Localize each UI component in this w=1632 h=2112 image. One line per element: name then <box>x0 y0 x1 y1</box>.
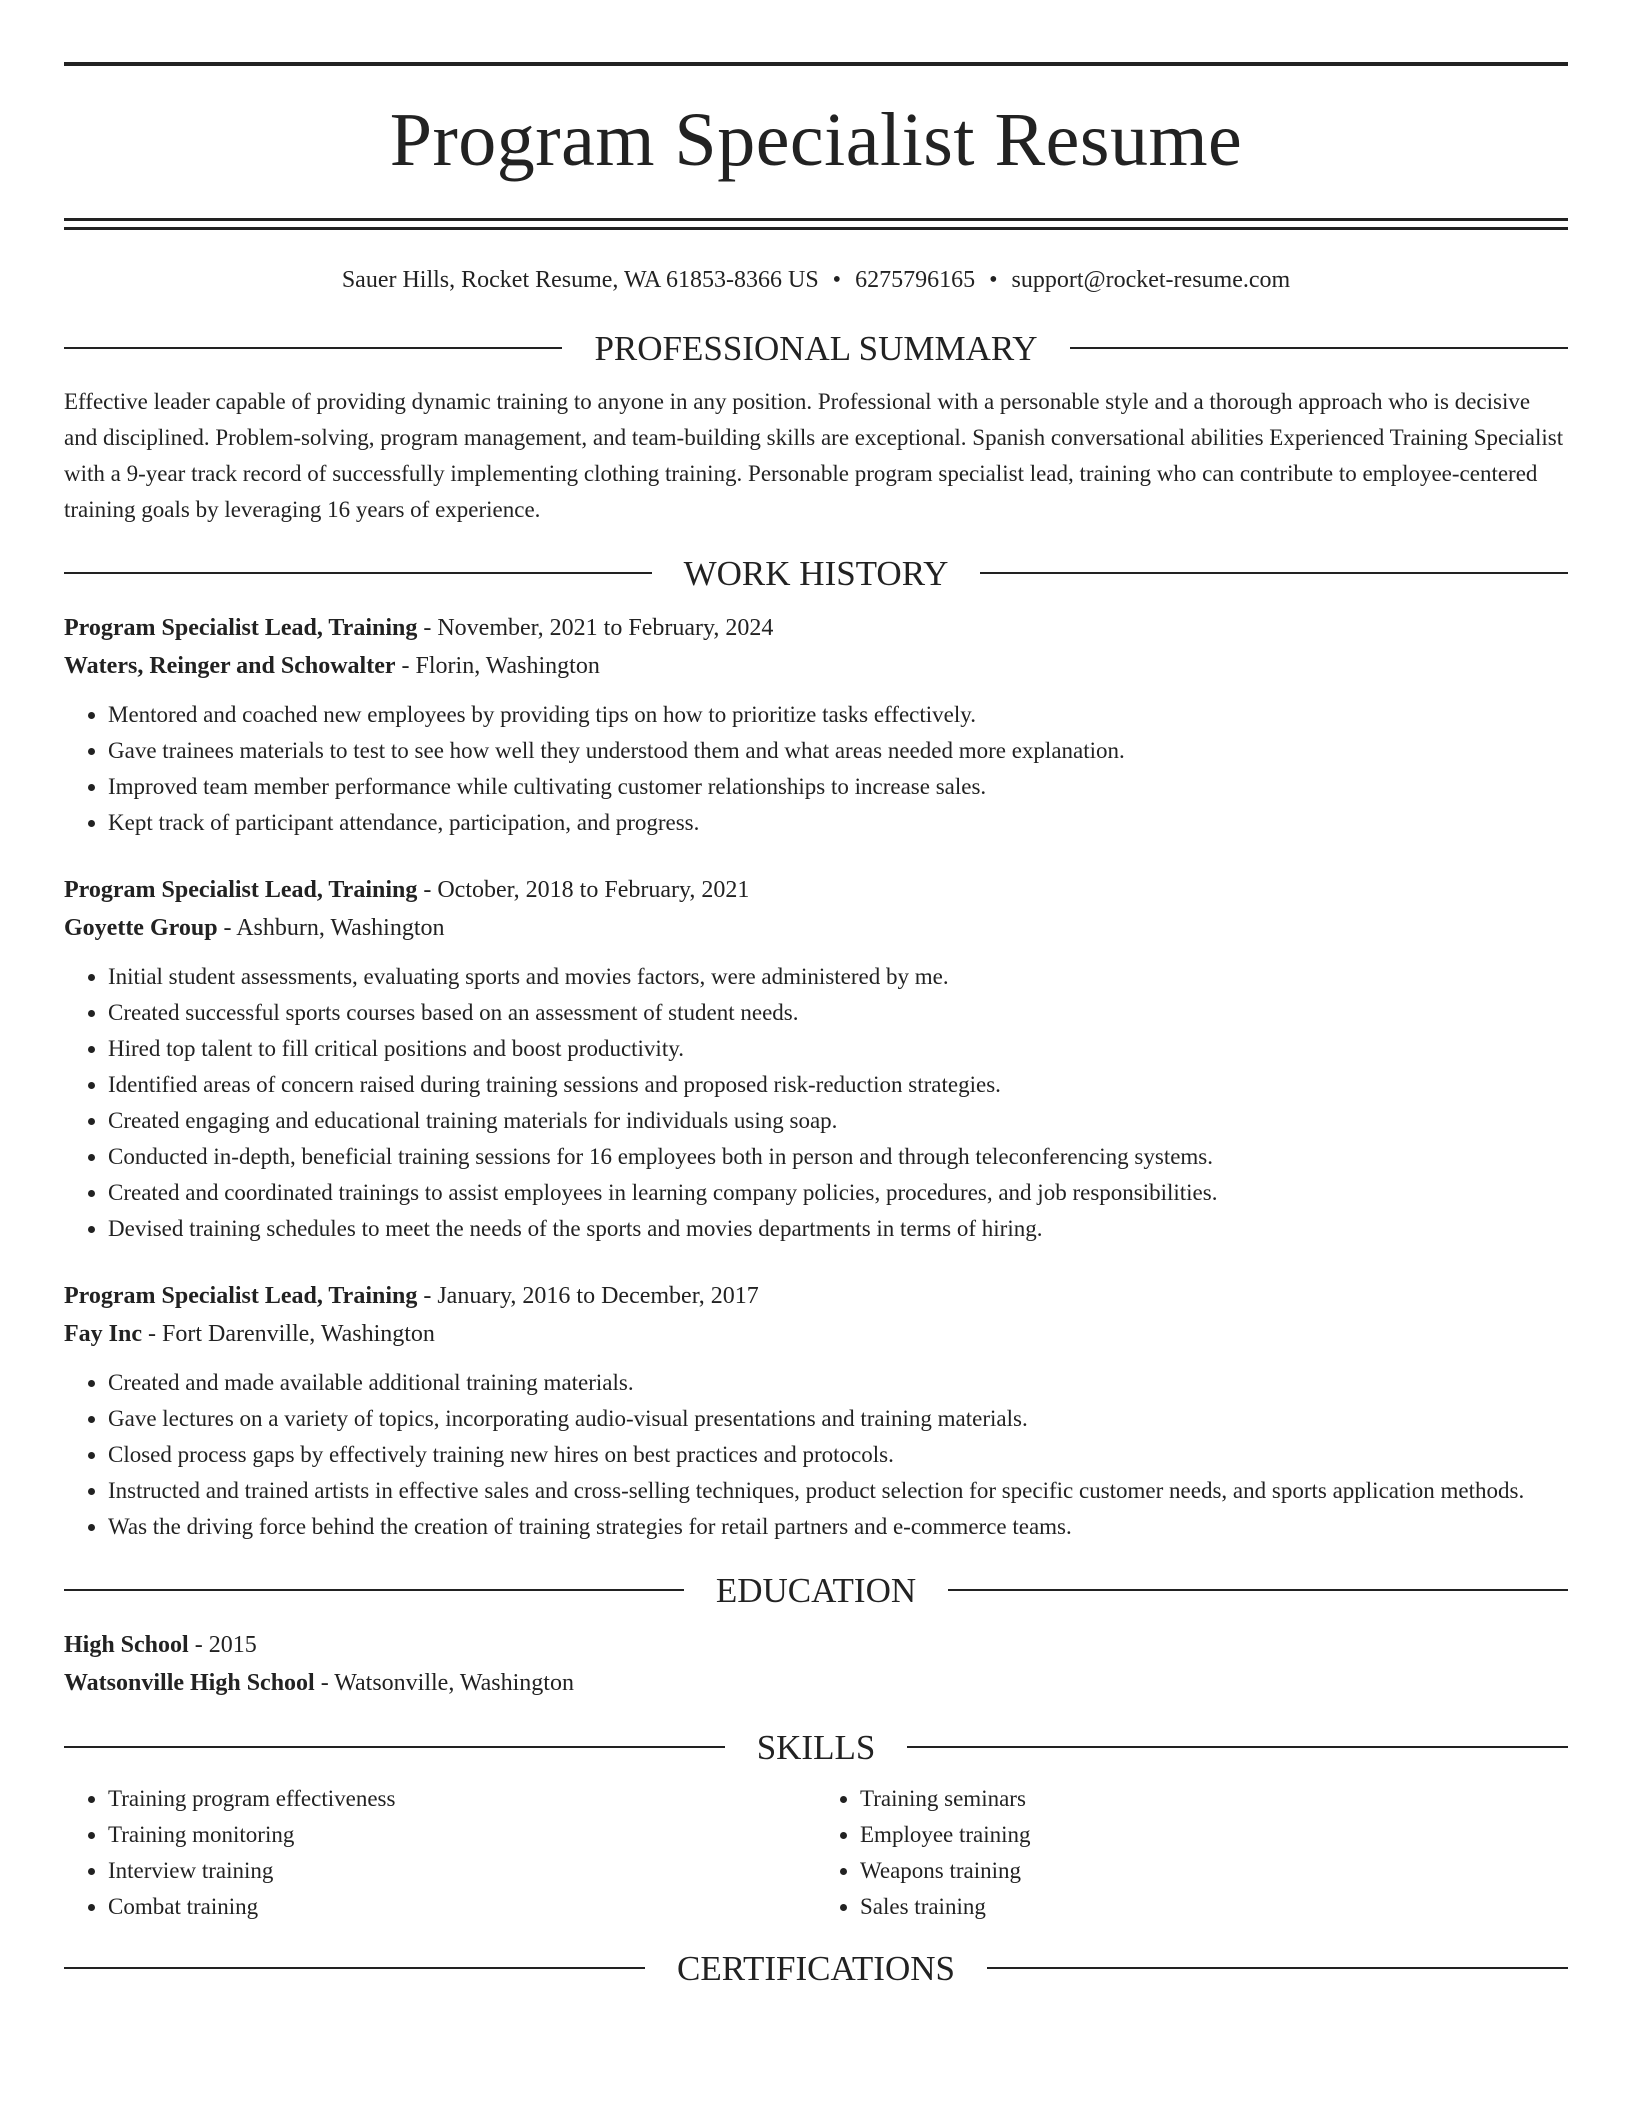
job-bullets <box>64 1365 1568 1545</box>
list-item: • Devised training schedules to meet the needs of the sports and movies departments in terms of hiring. <box>108 1211 1568 1247</box>
list-item: • Identified areas of concern raised during training sessions and proposed risk-reduction strategies. <box>108 1067 1568 1103</box>
job-entry <box>64 1277 1568 1545</box>
list-item: • Kept track of participant attendance, participation, and progress. <box>108 805 1568 841</box>
education-degree: High School <box>64 1631 189 1658</box>
skill-item: • Sales training <box>860 1889 1568 1925</box>
job-dates: - January, 2016 to December, 2017 <box>417 1282 759 1309</box>
contact-phone: 6275796165 <box>855 267 976 293</box>
skills-column-right <box>816 1781 1568 1925</box>
list-item: • Created engaging and educational training materials for individuals using soap. <box>108 1103 1568 1139</box>
section-title: PROFESSIONAL SUMMARY <box>594 328 1038 368</box>
job-title: Program Specialist Lead, Training <box>64 1282 418 1309</box>
section-title: CERTIFICATIONS <box>677 1948 955 1988</box>
list-item: • Hired top talent to fill critical positions and boost productivity. <box>108 1031 1568 1067</box>
skills-column-left <box>64 1781 816 1925</box>
section-title: WORK HISTORY <box>683 553 949 593</box>
job-title: Program Specialist Lead, Training <box>64 614 418 641</box>
professional-summary: Effective leader capable of providing dynamic training to anyone in any position. Professional with a personable style and a thorough approach who is decisive and disciplined. Problem-solving, program management, and team-building skills are exceptional. Spanish conversational abilities Experienced Training Specialist with a 9-year track record of successfully implementing clothing training. Personable program specialist lead, training who can contribute to employee-centered training goals by leveraging 16 years of experience. <box>64 388 1564 522</box>
job-entry <box>64 871 1568 1247</box>
contact-address: Sauer Hills, Rocket Resume, WA 61853-8366 US <box>341 267 819 293</box>
contact-separator: • <box>989 267 998 293</box>
education-year: - 2015 <box>188 1631 257 1658</box>
section-header-work-history <box>64 553 1568 593</box>
skill-item: • Employee training <box>860 1817 1568 1853</box>
section-header-summary <box>64 328 1568 368</box>
list-item: • Improved team member performance while cultivating customer relationships to increase sales. <box>108 769 1568 805</box>
contact-email: support@rocket-resume.com <box>1011 267 1291 293</box>
top-rule <box>64 62 1568 66</box>
resume-title: Program Specialist Resume <box>389 98 1243 182</box>
section-header-certifications <box>64 1948 1568 1988</box>
education-location: - Watsonville, Washington <box>314 1669 574 1696</box>
job-company: Fay Inc <box>64 1320 142 1347</box>
job-company: Goyette Group <box>64 914 218 941</box>
job-location: - Fort Darenville, Washington <box>142 1320 435 1347</box>
skill-item: • Combat training <box>108 1889 816 1925</box>
education-school: Watsonville High School <box>64 1669 315 1696</box>
job-location: - Florin, Washington <box>395 652 600 679</box>
title-double-rule <box>64 218 1568 230</box>
list-item: • Gave lectures on a variety of topics, incorporating audio-visual presentations and training materials. <box>108 1401 1568 1437</box>
section-title: SKILLS <box>756 1727 876 1767</box>
list-item: • Conducted in-depth, beneficial training sessions for 16 employees both in person and through teleconferencing systems. <box>108 1139 1568 1175</box>
skill-item: • Weapons training <box>860 1853 1568 1889</box>
education-entry <box>64 1626 1568 1702</box>
skill-item: • Interview training <box>108 1853 816 1889</box>
job-bullets <box>64 697 1568 841</box>
job-dates: - November, 2021 to February, 2024 <box>417 614 774 641</box>
contact-line <box>64 266 1568 295</box>
skill-item: • Training seminars <box>860 1781 1568 1817</box>
skill-item: • Training monitoring <box>108 1817 816 1853</box>
list-item: • Closed process gaps by effectively training new hires on best practices and protocols. <box>108 1437 1568 1473</box>
section-title: EDUCATION <box>715 1570 917 1610</box>
work-history-list <box>64 609 1568 1545</box>
section-header-education <box>64 1570 1568 1610</box>
job-company: Waters, Reinger and Schowalter <box>64 652 396 679</box>
list-item: • Initial student assessments, evaluating sports and movies factors, were administered by me. <box>108 959 1568 995</box>
job-entry <box>64 609 1568 841</box>
skill-item: • Training program effectiveness <box>108 1781 816 1817</box>
list-item: • Mentored and coached new employees by providing tips on how to prioritize tasks effectively. <box>108 697 1568 733</box>
resume-page <box>64 0 1568 1986</box>
list-item: • Was the driving force behind the creation of training strategies for retail partners and e-commerce teams. <box>108 1509 1568 1545</box>
list-item: • Created and coordinated trainings to assist employees in learning company policies, procedures, and job responsibilities. <box>108 1175 1568 1211</box>
job-bullets <box>64 959 1568 1247</box>
contact-separator: • <box>832 267 842 293</box>
job-dates: - October, 2018 to February, 2021 <box>417 876 750 903</box>
job-title: Program Specialist Lead, Training <box>64 876 418 903</box>
job-location: - Ashburn, Washington <box>217 914 445 941</box>
list-item: • Gave trainees materials to test to see how well they understood them and what areas needed more explanation. <box>108 733 1568 769</box>
list-item: • Created and made available additional training materials. <box>108 1365 1568 1401</box>
list-item: • Created successful sports courses based on an assessment of student needs. <box>108 995 1568 1031</box>
skills-list <box>64 1781 1568 1925</box>
section-header-skills <box>64 1727 1568 1767</box>
list-item: • Instructed and trained artists in effective sales and cross-selling techniques, product selection for specific customer needs, and sports application methods. <box>108 1473 1568 1509</box>
